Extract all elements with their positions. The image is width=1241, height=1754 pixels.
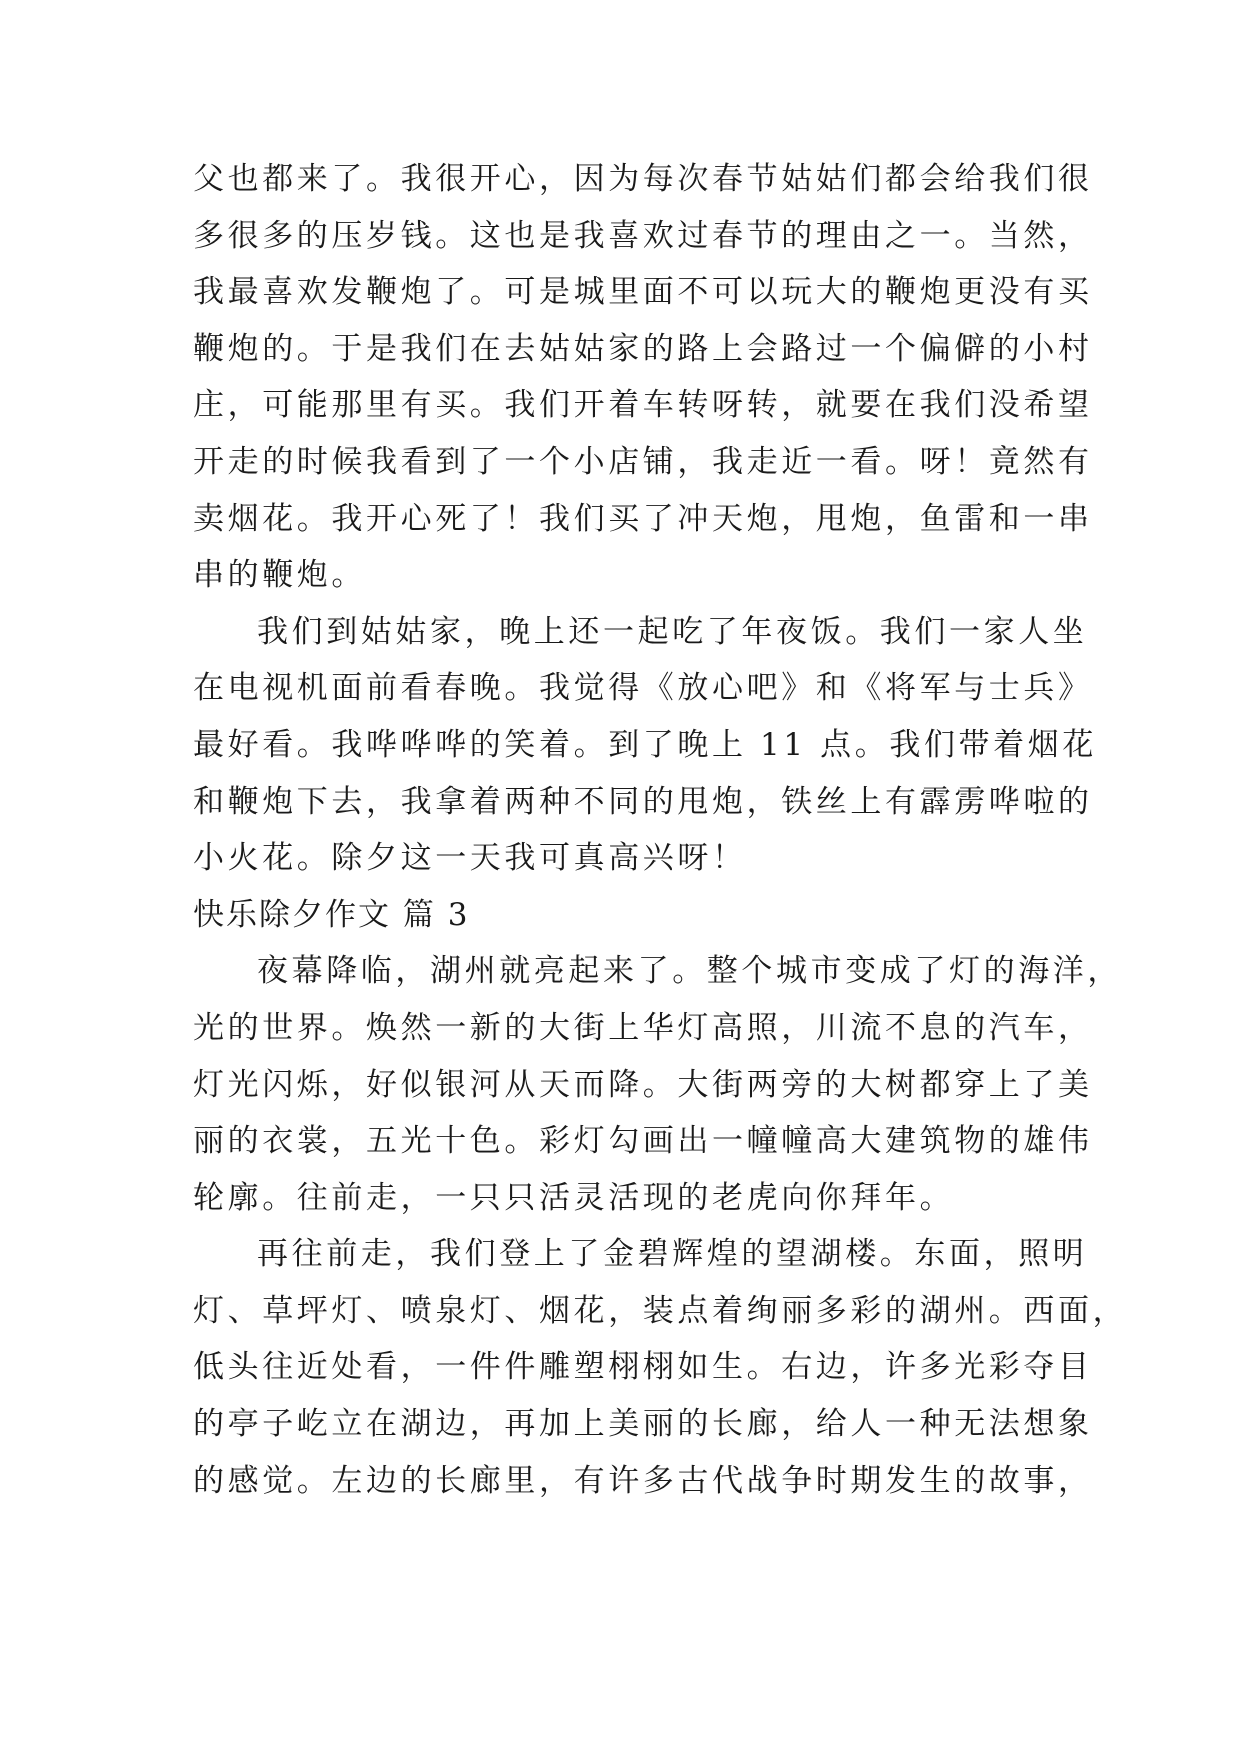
text-line: 和鞭炮下去，我拿着两种不同的甩炮，铁丝上有霹雳哗啦的 — [193, 783, 1093, 820]
paragraph-4 — [193, 1226, 1128, 1509]
paragraph-2 — [193, 604, 1097, 887]
text-line: 轮廓。往前走，一只只活灵活现的老虎向你拜年。 — [193, 1179, 955, 1216]
text-line: 我们到姑姑家，晚上还一起吃了年夜饭。我们一家人坐 — [257, 613, 1088, 650]
text-line: 丽的衣裳，五光十色。彩灯勾画出一幢幢高大建筑物的雄伟 — [193, 1123, 1093, 1160]
text-line: 父也都来了。我很开心，因为每次春节姑姑们都会给我们很 — [193, 161, 1093, 197]
paragraph-3 — [193, 943, 1122, 1226]
section-heading — [193, 887, 1073, 944]
text-line: 灯、草坪灯、喷泉灯、烟花，装点着绚丽多彩的湖州。西面， — [193, 1292, 1128, 1329]
document-body — [193, 151, 1128, 1509]
text-line: 小火花。除夕这一天我可真高兴呀！ — [193, 840, 747, 877]
text-line: 串的鞭炮。 — [193, 557, 366, 594]
text-line: 我最喜欢发鞭炮了。可是城里面不可以玩大的鞭炮更没有买 — [193, 274, 1093, 311]
text-line: 多很多的压岁钱。这也是我喜欢过春节的理由之一。当然， — [193, 217, 1093, 254]
text-line: 最好看。我哗哗哗的笑着。到了晚上 11 点。我们带着烟花 — [193, 726, 1097, 763]
text-line: 的感觉。左边的长廊里，有许多古代战争时期发生的故事， — [193, 1462, 1093, 1499]
text-line: 庄，可能那里有买。我们开着车转呀转，就要在我们没希望 — [193, 387, 1093, 424]
text-line: 低头往近处看，一件件雕塑栩栩如生。右边，许多光彩夺目 — [193, 1349, 1093, 1386]
text-line: 在电视机面前看春晚。我觉得《放心吧》和《将军与士兵》 — [193, 670, 1093, 707]
text-line: 灯光闪烁，好似银河从天而降。大街两旁的大树都穿上了美 — [193, 1066, 1093, 1103]
text-line: 开走的时候我看到了一个小店铺，我走近一看。呀！竟然有 — [193, 443, 1093, 480]
text-line: 光的世界。焕然一新的大街上华灯高照，川流不息的汽车， — [193, 1009, 1093, 1046]
text-line: 夜幕降临，湖州就亮起来了。整个城市变成了灯的海洋， — [257, 953, 1122, 990]
text-line: 的亭子屹立在湖边，再加上美丽的长廊，给人一种无法想象 — [193, 1406, 1093, 1443]
section-heading-text: 快乐除夕作文 篇 3 — [193, 896, 470, 933]
text-line: 再往前走，我们登上了金碧辉煌的望湖楼。东面，照明 — [257, 1236, 1088, 1273]
text-line: 卖烟花。我开心死了！我们买了冲天炮，甩炮，鱼雷和一串 — [193, 500, 1093, 537]
paragraph-1 — [193, 151, 1093, 604]
text-line: 鞭炮的。于是我们在去姑姑家的路上会路过一个偏僻的小村 — [193, 330, 1093, 367]
